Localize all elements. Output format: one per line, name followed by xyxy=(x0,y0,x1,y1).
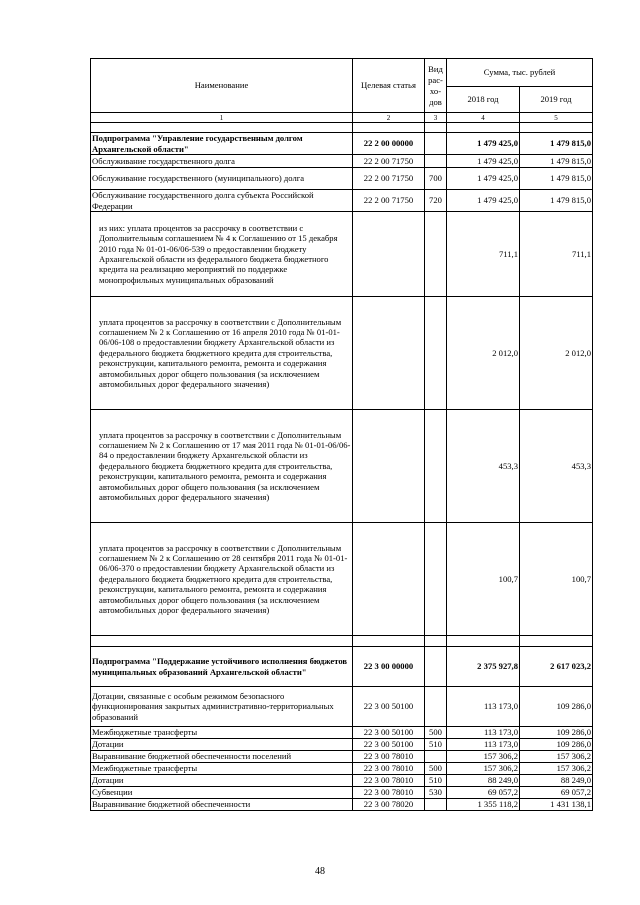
row-name: из них: уплата процентов за рассрочку в соответствии с Дополнительным соглашением № 4 к Соглашению от 15 декабря 2010 года № 01-01-06/06-539 о предоставлении бюджету Архангельской области из федерального бюджета бюджетного кредита на реализацию мероприятий по поддержке монопрофильных муниципальных образований xyxy=(91,212,353,297)
row-value-2019: 109 286,0 xyxy=(520,727,593,739)
row-code: 22 3 00 00000 xyxy=(353,647,425,687)
row-code: 22 2 00 71750 xyxy=(353,168,425,190)
row-code: 22 3 00 78010 xyxy=(353,751,425,763)
row-value-2018: 453,3 xyxy=(447,410,520,523)
row-vid xyxy=(425,212,447,297)
row-value-2019: 1 479 815,0 xyxy=(520,168,593,190)
page-number: 48 xyxy=(315,866,325,877)
row-vid: 700 xyxy=(425,168,447,190)
row-value-2018: 157 306,2 xyxy=(447,751,520,763)
row-value-2019: 1 479 815,0 xyxy=(520,133,593,155)
row-code: 22 2 00 00000 xyxy=(353,133,425,155)
row-value-2019: 157 306,2 xyxy=(520,763,593,775)
header-year-2018: 2018 год xyxy=(447,87,520,113)
budget-table xyxy=(90,58,593,811)
row-vid: 510 xyxy=(425,775,447,787)
row-value-2018: 69 057,2 xyxy=(447,787,520,799)
col-num-4: 4 xyxy=(447,113,520,123)
row-vid xyxy=(425,523,447,636)
table-row xyxy=(91,799,593,811)
row-value-2019: 157 306,2 xyxy=(520,751,593,763)
row-value-2019: 711,1 xyxy=(520,212,593,297)
row-value-2018: 1 355 118,2 xyxy=(447,799,520,811)
header-name: Наименование xyxy=(91,59,353,113)
table-row xyxy=(91,787,593,799)
row-name: Дотации, связанные с особым режимом безопасного функционирования закрытых административно-территориальных образований xyxy=(91,687,353,727)
table-row xyxy=(91,155,593,168)
table-row xyxy=(91,739,593,751)
row-value-2019: 453,3 xyxy=(520,410,593,523)
row-value-2018: 1 479 425,0 xyxy=(447,155,520,168)
row-vid: 530 xyxy=(425,787,447,799)
row-value-2018: 1 479 425,0 xyxy=(447,168,520,190)
row-code: 22 3 00 78010 xyxy=(353,775,425,787)
row-vid: 500 xyxy=(425,727,447,739)
row-value-2019: 1 479 815,0 xyxy=(520,190,593,212)
header-sum: Сумма, тыс. рублей xyxy=(447,59,593,87)
row-vid xyxy=(425,155,447,168)
row-value-2019: 2 012,0 xyxy=(520,297,593,410)
row-value-2018: 113 173,0 xyxy=(447,739,520,751)
row-name: Подпрограмма "Поддержание устойчивого исполнения бюджетов муниципальных образований Архангельской области" xyxy=(91,647,353,687)
row-code xyxy=(353,297,425,410)
table-row xyxy=(91,647,593,687)
table-row xyxy=(91,410,593,523)
table-row xyxy=(91,168,593,190)
row-vid xyxy=(425,647,447,687)
row-code: 22 3 00 78010 xyxy=(353,787,425,799)
row-code: 22 3 00 50100 xyxy=(353,727,425,739)
row-value-2019: 2 617 023,2 xyxy=(520,647,593,687)
row-value-2019: 69 057,2 xyxy=(520,787,593,799)
row-name: Субвенции xyxy=(91,787,353,799)
row-value-2019: 88 249,0 xyxy=(520,775,593,787)
table-row xyxy=(91,297,593,410)
row-vid: 720 xyxy=(425,190,447,212)
row-vid xyxy=(425,687,447,727)
row-value-2018: 1 479 425,0 xyxy=(447,133,520,155)
row-code: 22 2 00 71750 xyxy=(353,155,425,168)
row-name: Межбюджетные трансферты xyxy=(91,763,353,775)
col-num-1: 1 xyxy=(91,113,353,123)
spacer-row xyxy=(91,123,593,133)
row-name: Обслуживание государственного (муниципального) долга xyxy=(91,168,353,190)
row-vid xyxy=(425,297,447,410)
row-name: Выравнивание бюджетной обеспеченности xyxy=(91,799,353,811)
table-row xyxy=(91,190,593,212)
spacer-row xyxy=(91,636,593,647)
header-target: Целевая статья xyxy=(353,59,425,113)
table-row xyxy=(91,775,593,787)
row-code: 22 2 00 71750 xyxy=(353,190,425,212)
row-value-2019: 109 286,0 xyxy=(520,739,593,751)
table-row xyxy=(91,212,593,297)
row-code: 22 3 00 78020 xyxy=(353,799,425,811)
header-type: Вид рас- хо- дов xyxy=(425,59,447,113)
row-name: Дотации xyxy=(91,775,353,787)
row-value-2018: 2 375 927,8 xyxy=(447,647,520,687)
row-code xyxy=(353,410,425,523)
row-value-2018: 100,7 xyxy=(447,523,520,636)
row-code: 22 3 00 50100 xyxy=(353,739,425,751)
row-code: 22 3 00 78010 xyxy=(353,763,425,775)
row-value-2019: 1 479 815,0 xyxy=(520,155,593,168)
row-vid: 510 xyxy=(425,739,447,751)
row-name: Подпрограмма "Управление государственным долгом Архангельской области" xyxy=(91,133,353,155)
row-name: Обслуживание государственного долга xyxy=(91,155,353,168)
row-name: Межбюджетные трансферты xyxy=(91,727,353,739)
table-row xyxy=(91,687,593,727)
row-value-2019: 109 286,0 xyxy=(520,687,593,727)
row-vid xyxy=(425,133,447,155)
row-value-2018: 2 012,0 xyxy=(447,297,520,410)
row-name: уплата процентов за рассрочку в соответствии с Дополнительным соглашением № 2 к Соглашению от 16 апреля 2010 года № 01-01-06/06-108 о предоставлении бюджету Архангельской области из федерального бюджета бюджетного кредита для строительства, реконструкции, капитального ремонта, ремонта и содержания автомобильных дорог общего пользования (за исключением автомобильных дорог федерального значения) xyxy=(91,297,353,410)
row-name: уплата процентов за рассрочку в соответствии с Дополнительным соглашением № 2 к Соглашению от 17 мая 2011 года № 01-01-06/06-84 о предоставлении бюджету Архангельской области из федерального бюджета бюджетного кредита для строительства, реконструкции, капитального ремонта, ремонта и содержания автомобильных дорог общего пользования (за исключением автомобильных дорог федерального значения) xyxy=(91,410,353,523)
row-vid xyxy=(425,410,447,523)
row-name: уплата процентов за рассрочку в соответствии с Дополнительным соглашением № 2 к Соглашению от 28 сентября 2011 года № 01-01-06/06-370 о предоставлении бюджету Архангельской области из федерального бюджета бюджетного кредита для строительства, реконструкции, капитального ремонта, ремонта и содержания автомобильных дорог общего пользования (за исключением автомобильных дорог федерального значения) xyxy=(91,523,353,636)
table-row xyxy=(91,523,593,636)
row-value-2018: 1 479 425,0 xyxy=(447,190,520,212)
col-num-3: 3 xyxy=(425,113,447,123)
row-value-2019: 100,7 xyxy=(520,523,593,636)
row-vid: 500 xyxy=(425,763,447,775)
header-year-2019: 2019 год xyxy=(520,87,593,113)
row-name: Обслуживание государственного долга субъекта Российской Федерации xyxy=(91,190,353,212)
row-name: Выравнивание бюджетной обеспеченности поселений xyxy=(91,751,353,763)
row-value-2018: 711,1 xyxy=(447,212,520,297)
col-num-5: 5 xyxy=(520,113,593,123)
row-code xyxy=(353,212,425,297)
table-row xyxy=(91,727,593,739)
row-value-2018: 113 173,0 xyxy=(447,727,520,739)
row-value-2018: 88 249,0 xyxy=(447,775,520,787)
row-code xyxy=(353,523,425,636)
row-vid xyxy=(425,799,447,811)
table-row xyxy=(91,133,593,155)
row-value-2019: 1 431 138,1 xyxy=(520,799,593,811)
row-name: Дотации xyxy=(91,739,353,751)
col-num-2: 2 xyxy=(353,113,425,123)
row-value-2018: 113 173,0 xyxy=(447,687,520,727)
row-value-2018: 157 306,2 xyxy=(447,763,520,775)
table-row xyxy=(91,751,593,763)
row-code: 22 3 00 50100 xyxy=(353,687,425,727)
row-vid xyxy=(425,751,447,763)
table-row xyxy=(91,763,593,775)
